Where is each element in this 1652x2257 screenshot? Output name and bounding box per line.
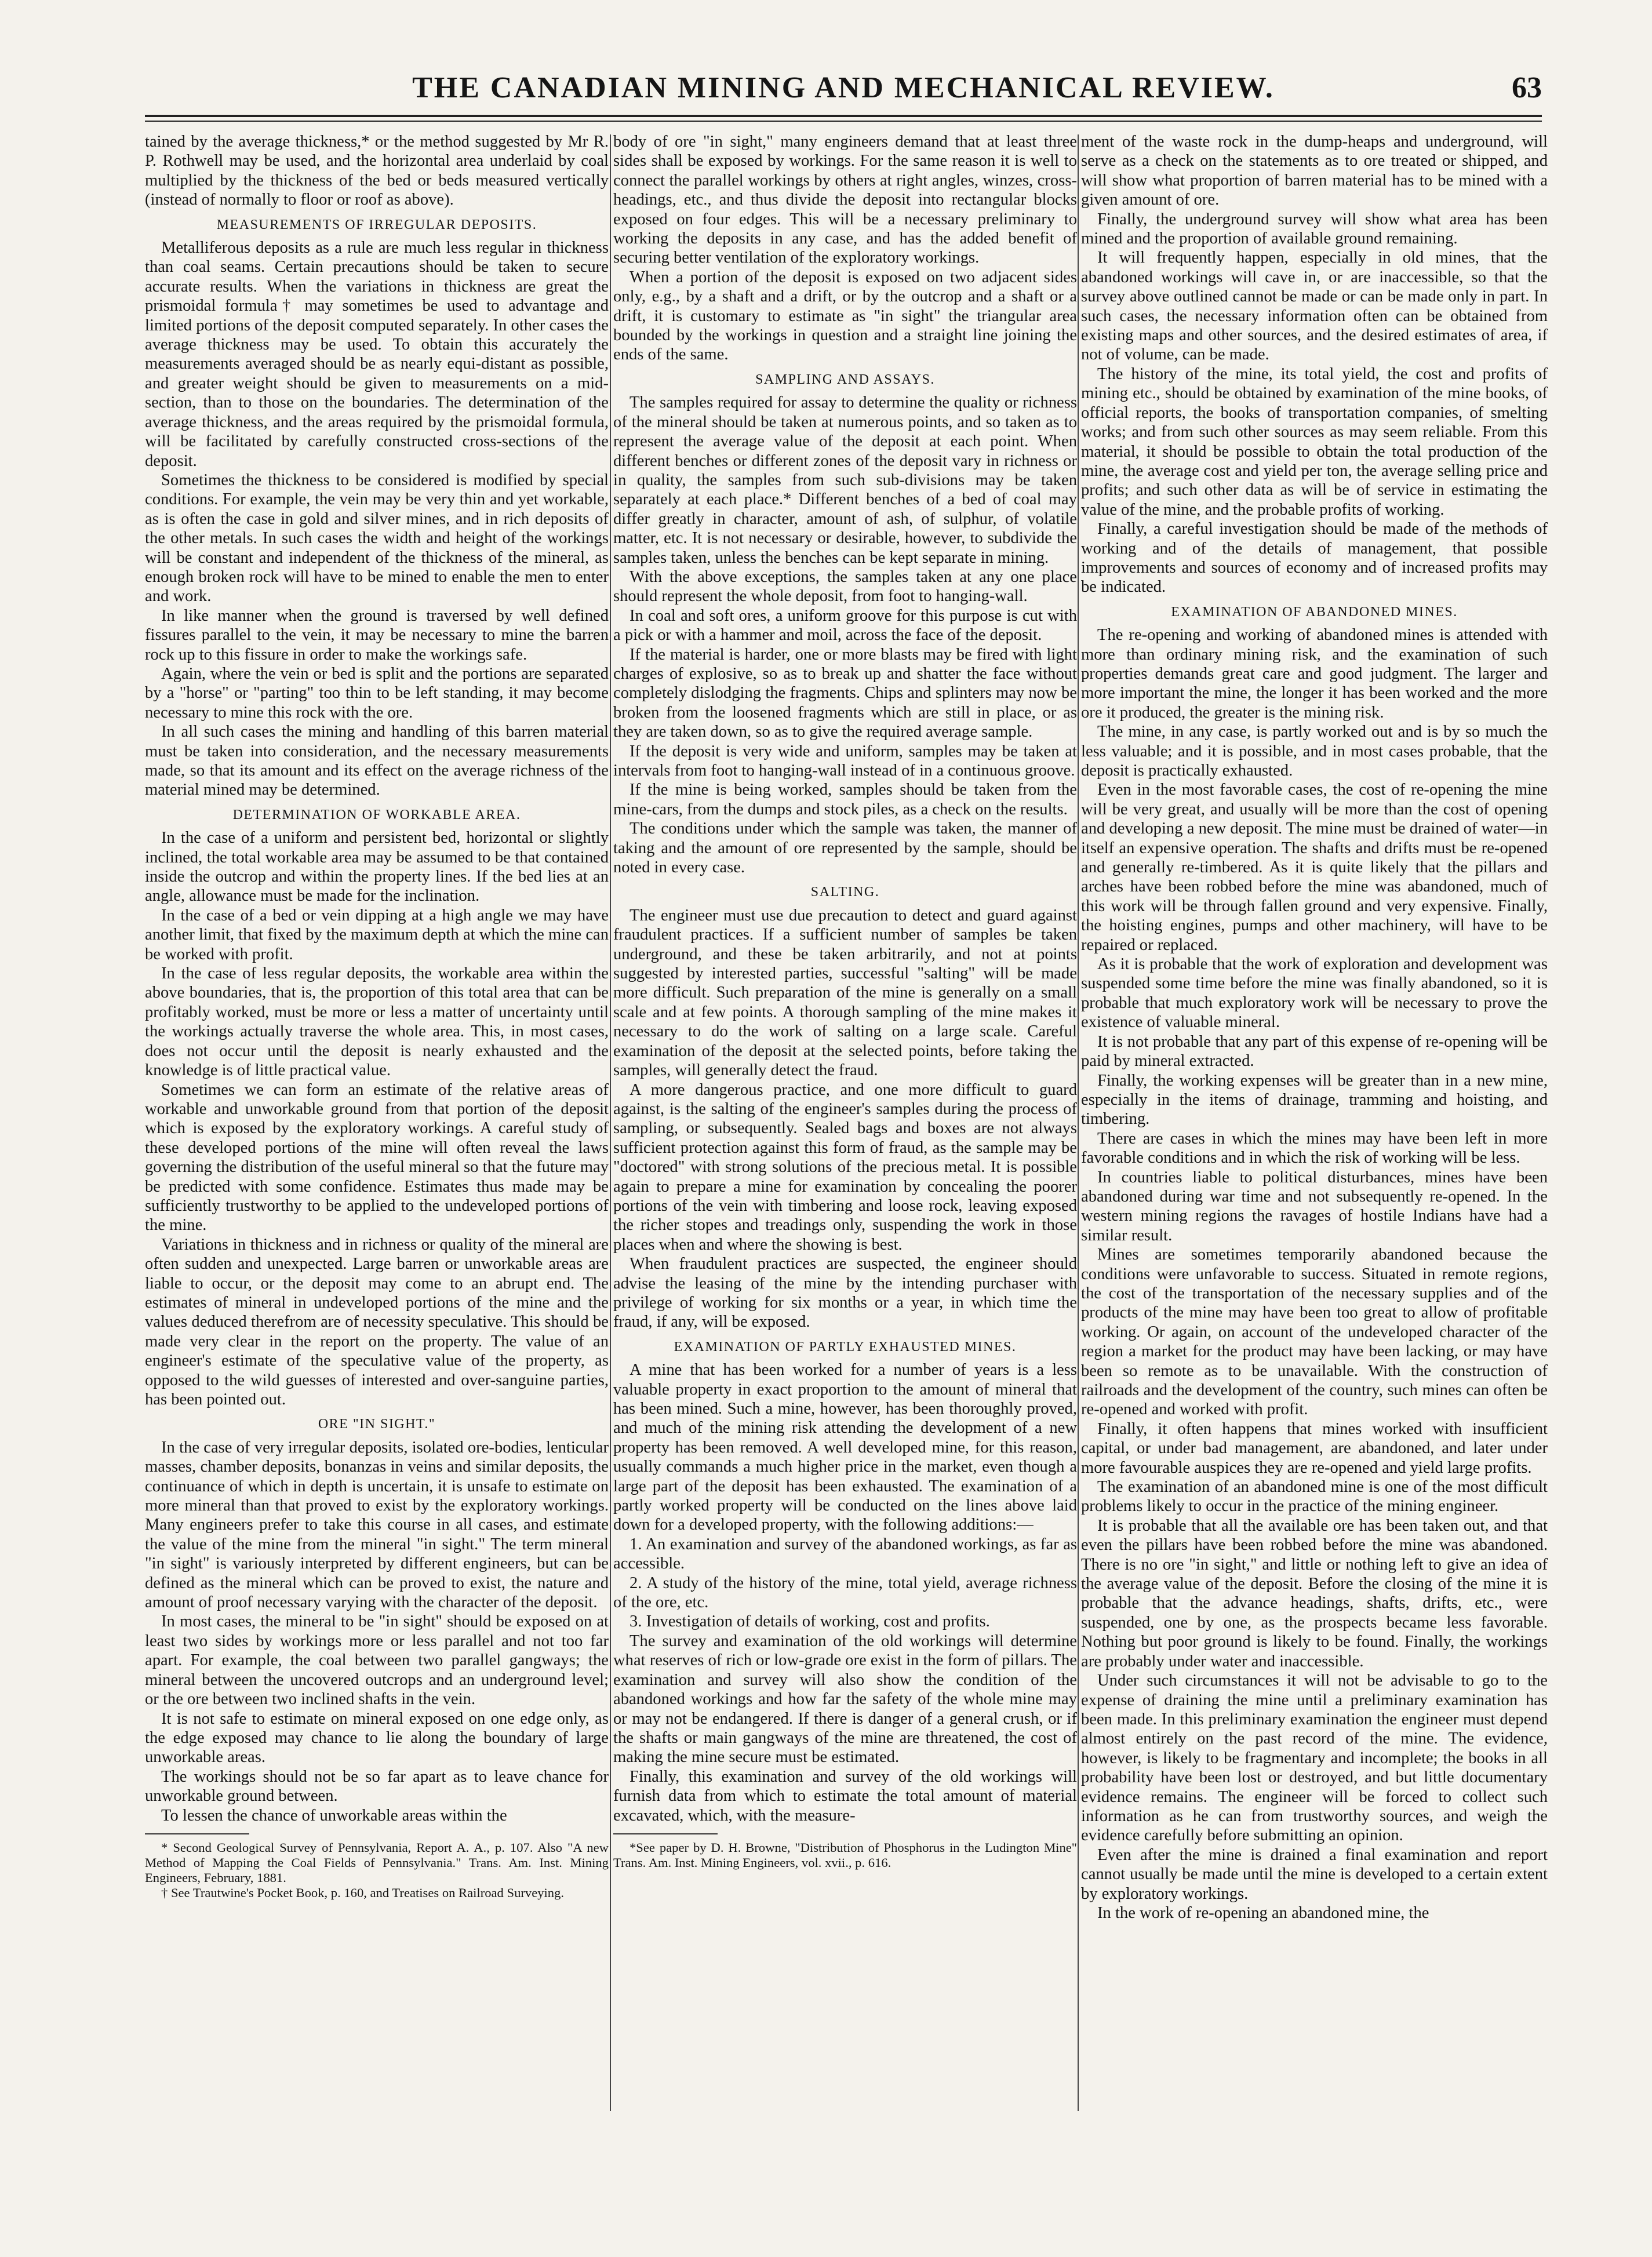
- paragraph: The mine, in any case, is partly worked out and is by so much the less valuable; and it is possible, and in most cases probable, that the deposit is practically exhausted.: [1081, 723, 1548, 780]
- paragraph: Even after the mine is drained a final examination and report cannot usually be made until the mine is developed to a certain extent by exploratory workings.: [1081, 1845, 1548, 1903]
- list-item: 2. A study of the history of the mine, total yield, average richness of the ore, etc.: [613, 1574, 1077, 1612]
- paragraph: Even in the most favorable cases, the cost of re-opening the mine will be very great, and usually will be more than the cost of opening and developing a new deposit. The mine must be drained of water—in itself an expensive operation. The shafts and drifts must be re-opened and generally re-timbered. As it is quite likely that the pillars and arches have been robbed before the mine was abandoned, much of this work will be through fallen ground and very expensive. Finally, the hoisting engines, pumps and other machinery, will have to be repaired or replaced.: [1081, 781, 1548, 954]
- paragraph: ment of the waste rock in the dump-heaps and underground, will serve as a check on the statements as to ore treated or shipped, and will show what proportion of barren material has to be mined with a given amount of ore.: [1081, 133, 1548, 209]
- page-number: 63: [1512, 71, 1542, 104]
- paragraph: It is not safe to estimate on mineral exposed on one edge only, as the edge exposed may chance to lie along the boundary of large unworkable areas.: [145, 1709, 609, 1767]
- section-heading: MEASUREMENTS OF IRREGULAR DEPOSITS.: [216, 217, 537, 232]
- paragraph: body of ore "in sight," many engineers demand that at least three sides shall be exposed by workings. For the same reason it is well to connect the parallel workings by others at right angles, winzes, cross-headings, etc., and thus divide the deposit into rectangular blocks exposed on four edges. This will be a necessary preliminary to working the deposits in any case, and has the added benefit of securing better ventilation of the exploratory workings.: [613, 133, 1077, 267]
- paragraph: A mine that has been worked for a number of years is a less valuable property in exact proportion to the amount of mineral that has been mined. Such a mine, however, has been thoroughly proved, and much of the mining risk attending the development of a new property has been removed. A well developed mine, for this reason, usually commands a much higher price in the market, even though a large part of the deposit has been exhausted. The examination of a partly worked property will be conducted on the lines above laid down for a developed property, with the following additions:—: [613, 1361, 1077, 1534]
- paragraph: Finally, a careful investigation should be made of the methods of working and of the details of management, that possible improvements and sources of economy and of increased profits may be indicated.: [1081, 520, 1548, 596]
- paragraph: Finally, this examination and survey of the old workings will furnish data from which to estimate the total amount of material excavated, which, with the measure-: [613, 1767, 1077, 1825]
- paragraph: In the case of a bed or vein dipping at a high angle we may have another limit, that fixed by the maximum depth at which the mine can be worked with profit.: [145, 906, 609, 963]
- paragraph: The workings should not be so far apart as to leave chance for unworkable ground between.: [145, 1767, 609, 1805]
- paragraph: It is probable that all the available ore has been taken out, and that even the pillars have been robbed before the mine was abandoned. There is no ore "in sight," and little or nothing left to give an idea of the average value of the deposit. Before the closing of the mine it is probable that the advance headings, shafts, drifts, etc., were suspended, one by one, as the prospects became less favorable. Nothing but poor ground is likely to be found. Finally, the workings are probably under water and inaccessible.: [1081, 1516, 1548, 1670]
- footnote: *See paper by D. H. Browne, "Distribution of Phosphorus in the Ludington Mine" Trans. Am. Inst. Mining Engineers, vol. xvii., p. 616.: [613, 1840, 1077, 1870]
- paragraph: In like manner when the ground is traversed by well defined fissures parallel to the vein, it may be necessary to mine the barren rock up to this fissure in order to make the workings safe.: [145, 606, 609, 664]
- paragraph: With the above exceptions, the samples taken at any one place should represent the whole deposit, from foot to hanging-wall.: [613, 567, 1077, 606]
- paragraph: The engineer must use due precaution to detect and guard against fraudulent practices. If a sufficient number of samples be taken underground, and these be taken arbitrarily, and not at points suggested by interested parties, successful "salting" will be made more difficult. Such preparation of the mine is generally on a small scale and at few points. A thorough sampling of the mine makes it necessary to do the work of salting on a large scale. Careful examination of the deposit at the selected points, before taking the samples, will generally detect the fraud.: [613, 906, 1077, 1080]
- footnote-rule: [613, 1833, 718, 1834]
- paragraph: In countries liable to political disturbances, mines have been abandoned during war time and not subsequently re-opened. In the western mining regions the ravages of hostile Indians have had a similar result.: [1081, 1168, 1548, 1244]
- paragraph: It will frequently happen, especially in old mines, that the abandoned workings will cave in, or are inaccessible, so that the survey above outlined cannot be made or can be made only in part. In such cases, the necessary information often can be obtained from existing maps and other sources, and the desired estimates of area, if not of volume, can be made.: [1081, 249, 1548, 364]
- section-heading: DETERMINATION OF WORKABLE AREA.: [232, 807, 521, 822]
- paragraph: Finally, the working expenses will be greater than in a new mine, especially in the items of drainage, tramming and hoisting, and timbering.: [1081, 1071, 1548, 1128]
- list-item: 1. An examination and survey of the abandoned workings, as far as accessible.: [613, 1535, 1077, 1573]
- paragraph: When fraudulent practices are suspected, the engineer should advise the leasing of the mine by the intending purchaser with privilege of working for six months or a year, in which time the fraud, if any, will be exposed.: [613, 1255, 1077, 1331]
- paragraph: Variations in thickness and in richness or quality of the mineral are often sudden and unexpected. Large barren or unworkable areas are liable to occur, or the deposit may come to an abrupt end. The estimates of mineral in undeveloped portions of the mine and the values deduced therefrom are of necessity speculative. This should be made very clear in the report on the property. The value of an engineer's estimate of the speculative value of the property, as opposed to the wild guesses of interested and over-sanguine parties, has been pointed out.: [145, 1235, 609, 1408]
- paragraph: If the mine is being worked, samples should be taken from the mine-cars, from the dumps and stock piles, as a check on the results.: [613, 781, 1077, 818]
- section-heading: SAMPLING AND ASSAYS.: [755, 372, 935, 387]
- paragraph: In coal and soft ores, a uniform groove for this purpose is cut with a pick or with a hammer and moil, across the face of the deposit.: [613, 606, 1077, 645]
- paragraph: In most cases, the mineral to be "in sight" should be exposed on at least two sides by workings more or less parallel and not too far apart. For example, the coal between two parallel gangways; the mineral between the uncovered outcrops and an underground level; or the ore between two inclined shafts in the vein.: [145, 1612, 609, 1709]
- paragraph: In the work of re-opening an abandoned mine, the: [1097, 1903, 1429, 1922]
- paragraph: There are cases in which the mines may have been left in more favorable conditions and in which the risk of working will be less.: [1081, 1129, 1548, 1167]
- footnote-rule: [145, 1833, 249, 1834]
- list-item: 3. Investigation of details of working, cost and profits.: [629, 1612, 990, 1631]
- text-column-3: [1081, 132, 1548, 2132]
- footnote: † See Trautwine's Pocket Book, p. 160, and Treatises on Railroad Surveying.: [161, 1885, 565, 1900]
- paragraph: To lessen the chance of unworkable areas within the: [161, 1806, 507, 1825]
- page-header: [145, 65, 1542, 114]
- paragraph: When a portion of the deposit is exposed on two adjacent sides only, e.g., by a shaft and a drift, or by the outcrop and a shaft or a drift, it is customary to estimate as "in sight" the triangular area bounded by the workings in question and a straight line joining the ends of the same.: [613, 268, 1077, 364]
- paragraph: The examination of an abandoned mine is one of the most difficult problems likely to occur in the practice of the mining engineer.: [1081, 1478, 1548, 1516]
- paragraph: The survey and examination of the old workings will determine what reserves of rich or low-grade ore exist in the form of pillars. The examination and survey will also show the condition of the abandoned workings and how far the safety of the whole mine may or may not be endangered. If there is danger of a general crush, or if the shafts or main gangways of the mine are threatened, the cost of making the mine secure must be estimated.: [613, 1632, 1077, 1767]
- paragraph: Under such circumstances it will not be advisable to go to the expense of draining the mine until a preliminary examination has been made. In this preliminary examination the engineer must depend almost entirely on the past record of the mine. The evidence, however, is likely to be fragmentary and incomplete; the books in all probability have been lost or destroyed, and but little documentary evidence remains. The engineer will be forced to collect such information as he can from trustworthy sources, and weigh the evidence carefully before submitting an opinion.: [1081, 1672, 1548, 1845]
- paragraph: tained by the average thickness,* or the method suggested by Mr R. P. Rothwell may be used, and the horizontal area underlaid by coal multiplied by the thickness of the bed or beds measured vertically (instead of normally to floor or roof as above).: [145, 133, 609, 209]
- paragraph: It is not probable that any part of this expense of re-opening will be paid by mineral extracted.: [1081, 1032, 1548, 1071]
- paragraph: Sometimes we can form an estimate of the relative areas of workable and unworkable ground from that portion of the deposit which is exposed by the exploratory workings. A careful study of these developed portions of the mine will often reveal the laws governing the distribution of the useful mineral so that the future may be predicted with some confidence. Estimates thus made may be sufficiently trustworthy to be applied to the undeveloped portions of the mine.: [145, 1080, 609, 1235]
- paragraph: Finally, it often happens that mines worked with insufficient capital, or under bad management, are abandoned, and later under more favourable auspices they are re-opened and yield large profits.: [1081, 1419, 1548, 1477]
- section-heading: EXAMINATION OF ABANDONED MINES.: [1171, 604, 1458, 620]
- page-title: THE CANADIAN MINING AND MECHANICAL REVIEW.: [412, 71, 1275, 104]
- column-divider: [610, 134, 611, 2111]
- paragraph: Sometimes the thickness to be considered is modified by special conditions. For example, the vein may be very thin and yet workable, as is often the case in gold and silver mines, and in rich deposits of the other metals. In such cases the width and height of the workings will be constant and independent of the thickness of the mineral, as enough broken rock will have to be mined to enable the men to enter and work.: [145, 471, 609, 606]
- paragraph: The conditions under which the sample was taken, the manner of taking and the amount of ore represented by the sample, should be noted in every case.: [613, 820, 1077, 877]
- section-heading: ORE "IN SIGHT.": [318, 1417, 436, 1432]
- paragraph: The re-opening and working of abandoned mines is attended with more than ordinary mining risk, and the examination of such properties demands great care and good judgment. The larger and more important the mine, the longer it has been worked and the more ore it produced, the greater is the mining risk.: [1081, 626, 1548, 722]
- paragraph: A more dangerous practice, and one more difficult to guard against, is the salting of the engineer's samples during the process of sampling, or subsequently. Sealed bags and boxes are not always sufficient protection against this form of fraud, as the sample may be "doctored" with strong solutions of the precious metal. It is possible again to prepare a mine for examination by concealing the poorer portions of the vein with timbering and loose rock, leaving exposed the richer stopes and treadings only, suspending the work in those places when and where the showing is best.: [613, 1080, 1077, 1254]
- paragraph: In the case of very irregular deposits, isolated ore-bodies, lenticular masses, chamber deposits, bonanzas in veins and similar deposits, the continuance of which in depth is uncertain, it is unsafe to estimate on more mineral than that proved to exist by the exploratory workings. Many engineers prefer to take this course in all cases, and estimate the value of the mine from the mineral "in sight." The term mineral "in sight" is variously interpreted by different engineers, but can be defined as the mineral which can be proved to exist, the nature and amount of proof necessary varying with the character of the deposit.: [145, 1438, 609, 1612]
- paragraph: In the case of less regular deposits, the workable area within the above boundaries, that is, the proportion of this total area that can be profitably worked, must be more or less a matter of uncertainty until the workings actually traverse the whole area. This, in most cases, does not occur until the deposit is nearly exhausted and the knowledge is of little practical value.: [145, 964, 609, 1080]
- paragraph: If the material is harder, one or more blasts may be fired with light charges of explosive, so as to break up and shatter the face without completely dislodging the fragments. Chips and splinters may now be broken from the loosened fragments which are still in place, or as they are taken down, so as to give the required average sample.: [613, 645, 1077, 741]
- text-column-1: [145, 132, 609, 2132]
- paragraph: As it is probable that the work of exploration and development was suspended some time before the mine was finally abandoned, so it is probable that much exploratory work will be necessary to prove the existence of valuable mineral.: [1081, 955, 1548, 1032]
- paragraph: Mines are sometimes temporarily abandoned because the conditions were unfavorable to success. Situated in remote regions, the cost of the transportation of the necessary supplies and of the products of the mine may have been too great to allow of profitable working. Or again, on account of the undeveloped character of the region a market for the product may have been lacking, or may have been so remote as to be unavailable. With the construction of railroads and the development of the country, such mines can often be re-opened and worked with profit.: [1081, 1246, 1548, 1419]
- footnote: * Second Geological Survey of Pennsylvania, Report A. A., p. 107. Also "A new Method of Mapping the Coal Fields of Pennsylvania." Trans. Am. Inst. Mining Engineers, February, 1881.: [145, 1840, 609, 1885]
- paragraph: In the case of a uniform and persistent bed, horizontal or slightly inclined, the total workable area may be assumed to be that contained inside the outcrop and within the property lines. If the bed lies at an angle, allowance must be made for the inclination.: [145, 829, 609, 905]
- paragraph: The samples required for assay to determine the quality or richness of the mineral should be taken at numerous points, and so taken as to represent the average value of the deposit at each point. When different benches or different zones of the deposit vary in richness or in quality, the samples from such sub-divisions may be taken separately at each place.* Different benches of a bed of coal may differ greatly in character, amount of ash, of sulphur, of volatile matter, etc. It is not necessary or desirable, however, to subdivide the samples taken, unless the benches can be kept separate in mining.: [613, 394, 1077, 567]
- header-rule: [145, 115, 1542, 117]
- paragraph: Again, where the vein or bed is split and the portions are separated by a "horse" or "parting" too thin to be left standing, it may become necessary to mine this rock with the ore.: [145, 664, 609, 722]
- numbered-list: [613, 1535, 1077, 1632]
- section-heading: EXAMINATION OF PARTLY EXHAUSTED MINES.: [674, 1339, 1017, 1355]
- section-heading: SALTING.: [810, 884, 880, 900]
- header-rule-thin: [145, 121, 1542, 122]
- paragraph: Finally, the underground survey will show what area has been mined and the proportion of available ground remaining.: [1081, 210, 1548, 248]
- column-divider: [1078, 134, 1079, 2111]
- paragraph: If the deposit is very wide and uniform, samples may be taken at intervals from foot to hanging-wall instead of in a continuous groove.: [613, 742, 1077, 780]
- paragraph: In all such cases the mining and handling of this barren material must be taken into consideration, and the necessary measurements made, so that its amount and its effect on the average richness of the material mined may be determined.: [145, 723, 609, 799]
- paragraph: The history of the mine, its total yield, the cost and profits of mining etc., should be obtained by examination of the mine books, of official reports, the books of transportation companies, of smelting works; and from such other sources as may seem reliable. From this material, it should be possible to obtain the total production of the mine, the average cost and yield per ton, the average selling price and profits; and such other data as will be of service in estimating the value of the mine, and the probable profits of working.: [1081, 365, 1548, 519]
- text-column-2: [613, 132, 1077, 2132]
- paragraph: Metalliferous deposits as a rule are much less regular in thickness than coal seams. Certain precautions should be taken to secure accurate results. When the variations in thickness are great the prismoidal formula† may sometimes be used to advantage and limited portions of the deposit computed separately. In other cases the average thickness may be used. To obtain this accurately the measurements averaged should be as nearly equi-distant as possible, and greater weight should be given to measurements on a mid-section, than to those on the boundaries. The determination of the average thickness, and the areas required by the prismoidal formula, will be facilitated by carefully constructed cross-sections of the deposit.: [145, 239, 609, 470]
